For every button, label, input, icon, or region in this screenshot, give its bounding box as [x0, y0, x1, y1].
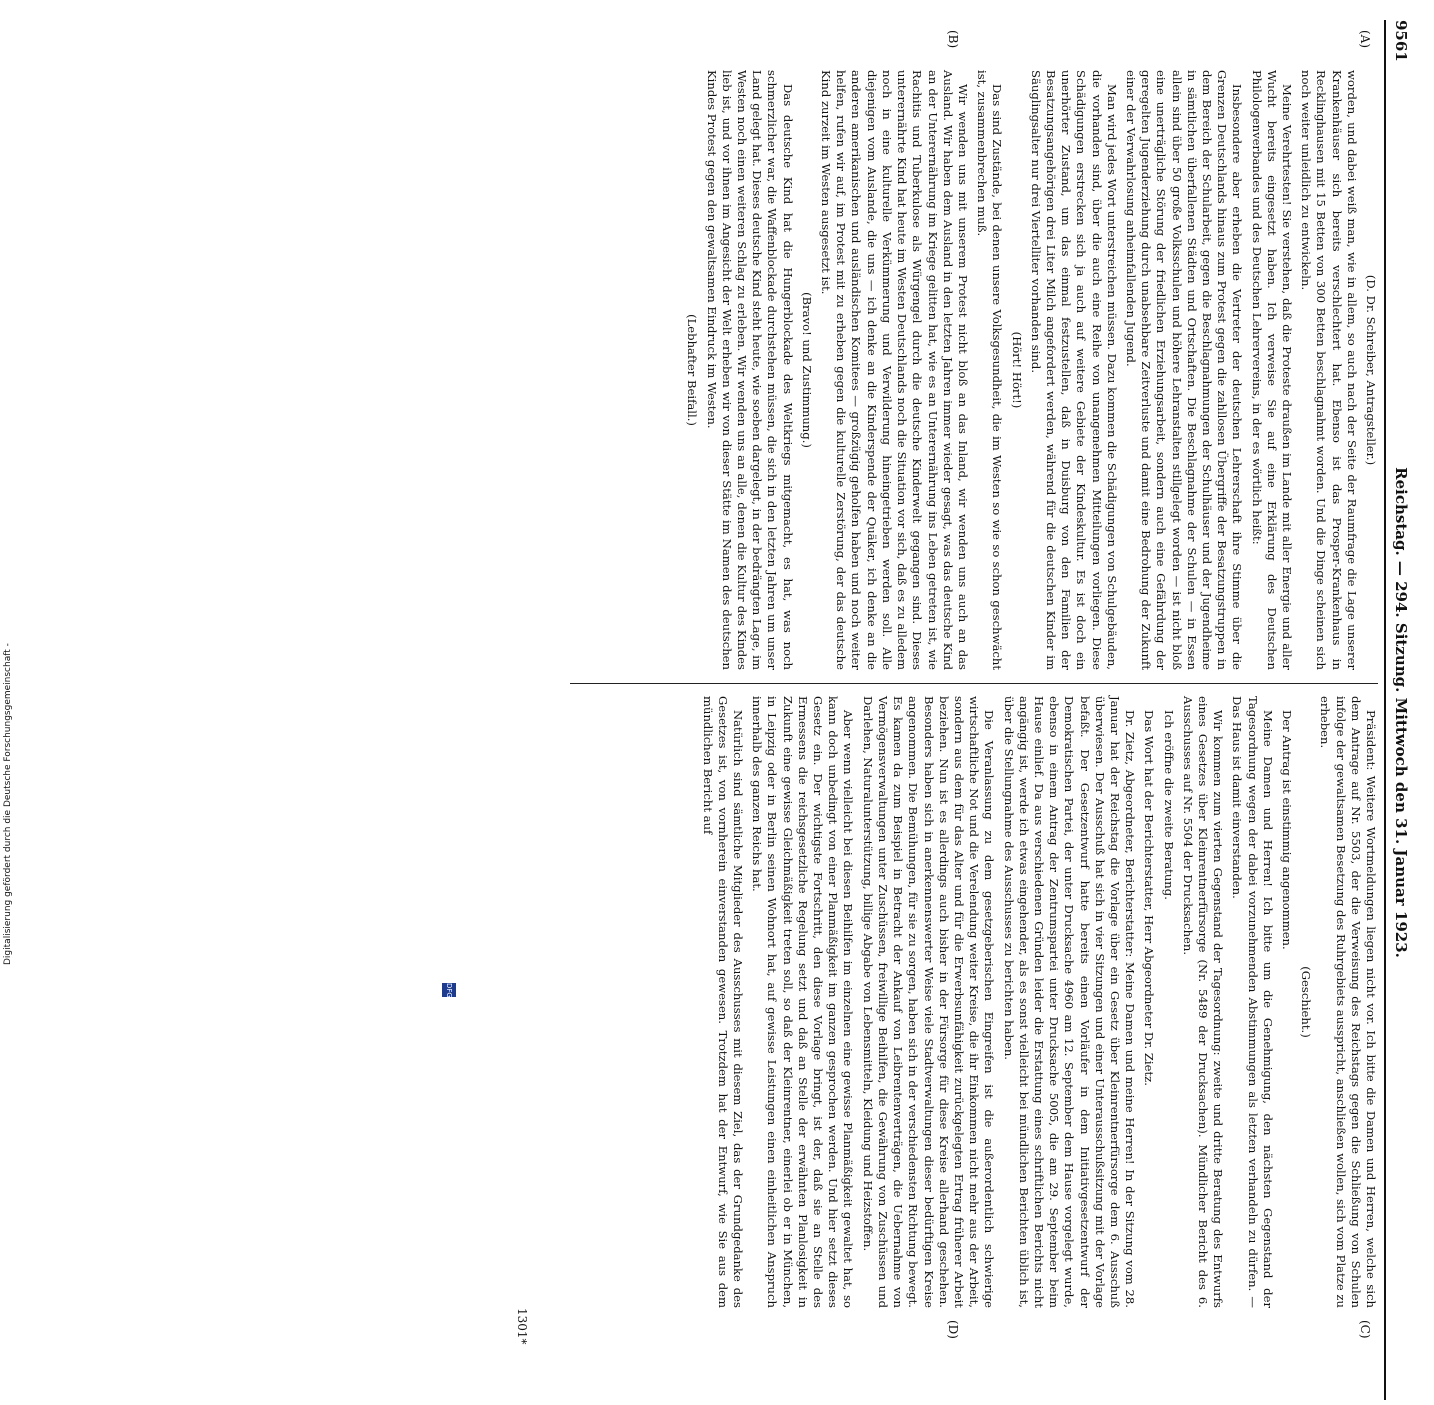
- page-number: 9561: [1392, 20, 1410, 62]
- paragraph: Das Wort hat der Berichterstatter, Herr Abgeordneter Dr. Zietz.: [1142, 710, 1157, 1086]
- page-title: Reichstag. — 294. Sitzung. Mittwoch den 31. Januar 1923.: [1392, 467, 1410, 958]
- paragraph: Das sind Zustände, bei denen unsere Volksgesundheit, die im Westen so wie so schon geschwächt ist, zusammenbrechen muß.: [975, 70, 1005, 670]
- paragraph: Das deutsche Kind hat die Hungerblockade des Weltkriegs mitgemacht, es hat, was noch schmerzlicher war, die Waffenblockade durchstehen müssen, die sich in den letzten Jahren um unser Land gelegt hat. Dieses deutsche Kind steht heute, wie soeben dargelegt, in der bedrängten Lage, im Westen noch einen weiteren Schlag zu erleben. Wir wenden uns an alle, denen die Kultur des Kindes lieb ist, und vor ihnen im Angesicht der Welt erheben wir von dieser Stätte im Namen des deutschen Kindes Protest gegen den gewaltsamen Eindruck im Westen.: [704, 70, 795, 670]
- margin-marker-d: (D): [946, 1320, 960, 1339]
- column-divider: [570, 683, 1378, 684]
- paragraph: Dr. Zietz, Abgeordneter, Berichterstatter: Meine Damen und meine Herren! In der Sitzung vom 28. Januar hat der Reichstag die Vorlage über ein Gesetz über Kleinrentnerfürsorge dem 6. Ausschuß überwiesen. Der Ausschuß hat sich in vier Sitzungen und einer Unterausschußsitzung mit der Vorlage befaßt. Der Gesetzentwurf hatte bereits einen Vorläufer in dem Initiativgesetzentwurf der Demokratischen Partei, der unter Drucksache 4960 am 12. September dem Hause vorgelegt wurde, ebenso in einem Antrag der Zentrumspartei unter Drucksache 5005, die am 29. September beim Hause einlief. Da aus verschiedenen Gründen leider die Erstattung eines schriftlichen Berichts nicht angängig ist, werde ich etwas eingehender, als es sonst vielleicht bei mündlichen Berichten üblich ist, über die Stellungnahme des Ausschusses zu berichten haben.: [1001, 696, 1138, 1308]
- interjection: (Lebhafter Beifall.): [685, 314, 700, 426]
- digitization-credit: [0, 980, 1434, 1000]
- margin-marker-a: (A): [1358, 30, 1372, 49]
- interjection: (Hört! Hört!): [1009, 331, 1024, 409]
- paragraph: Meine Damen und Herren! Ich bitte um die Genehmigung, den nächsten Gegenstand der Tagesordnung wegen der dabei vorzunehmenden Abstimmungen als letzten verhandeln zu dürfen. — Das Haus ist damit einverstanden.: [1230, 696, 1275, 1308]
- paragraph: worden, und dabei weiß man, wie in allem, so auch nach der Seite der Raumfrage die Lage unserer Krankenhäuser sich bereits verschlechtert hat. Ebenso ist das Prosper-Krankenhaus in Recklinghausen mit 15 Betten von 300 Betten beschlagnahmt worden. Und die Dinge scheinen sich noch weiter unleidlich zu entwickeln.: [1299, 70, 1359, 670]
- paragraph: Natürlich sind sämtliche Mitglieder des Ausschusses mit diesem Ziel, das der Grundgedanke des Gesetzes ist, von vornherein einverstanden gewesen. Trotzdem hat der Entwurf, wie Sie aus dem mündlichen Bericht auf: [700, 696, 746, 1308]
- interjection: (Bravo! und Zustimmung.): [799, 292, 814, 448]
- paragraph: Man wird jedes Wort unterstreichen müssen. Dazu kommen die Schädigungen von Schulgebäuden, die vorhanden sind, über die auch eine Reihe von unangenehmen Mitteilungen vorliegen. Diese Schädigungen erstrecken sich ja auch auf weitere Gebiete der Kindeskultur. Es ist doch ein unerhörter Zustand, um das einmal festzustellen, daß in Duisburg von den Familien der Besatzungsangehörigen drei Liter Milch angefordert werden, während für die deutschen Kinder im Säuglingsalter nur drei Viertelliter vorhanden sind.: [1028, 70, 1119, 670]
- paragraph: Präsident: Weitere Wortmeldungen liegen nicht vor. Ich bitte die Damen und Herren, welche sich dem Antrage auf Nr. 5503, der die Verweisung des Reichstags gegen die Schließung von Schulen infolge der gewaltsamen Besetzung des Ruhrgebiets ausspricht, anschließen wollen, sich vom Platze zu erheben.: [1318, 696, 1378, 1308]
- header-rule: [1384, 20, 1386, 1400]
- interjection: (Geschieht.): [1299, 966, 1314, 1038]
- margin-marker-c: (C): [1358, 1320, 1372, 1339]
- paragraph: Wir wenden uns mit unserem Protest nicht bloß an das Inland, wir wenden uns auch an das Ausland. Wir haben dem Ausland in den letzten Jahren immer wieder gesagt, was das deutsche Kind an der Unterernährung im Kriege gelitten hat, wie es an Unterernährung ins Leben getreten ist, wie Rachitis und Tuberkulose als Würgengel durch die deutsche Kinderwelt gegangen sind. Dieses unterernährte Kind hat heute im Westen Deutschlands noch die Situation vor sich, daß es zu alledem noch in eine kulturelle Verkümmerung und Verwilderung hineingetrieben werden soll. Alle diejenigen vom Auslande, die uns — ich denke an die Kinderspende der Quäker, ich denke an die anderen amerikanischen und ausländischen Komitees — großzügig geholfen haben und noch weiter helfen, rufen wir auf, im Protest mit zu erheben gegen die kulturelle Zerstörung, der das deutsche Kind zurzeit im Westen ausgesetzt ist.: [819, 70, 970, 670]
- paragraph: Die Veranlassung zu dem gesetzgeberischen Eingreifen ist die außerordentlich schwierige wirtschaftliche Not und die Verelendung weiter Kreise, die ihr Einkommen nicht mehr aus der Arbeit, sondern aus dem für das Alter und für die Erwerbsunfähigkeit zurückgelegten Ertrag früherer Arbeit beziehen. Nun ist es allerdings auch bisher in der Fürsorge für diese Kreise allerhand geschehen. Besonders haben sich in anerkennenswerter Weise viele Stadtverwaltungen dieser bedürftigen Kreise angenommen. Die Bemühungen, für sie zu sorgen, haben sich in der verschiedensten Richtung bewegt. Es kamen da zum Beispiel in Betracht der Ankauf von Leibrentenverträgen, die Uebernahme von Vermögensverwaltungen unter Zuschüssen, freiwillige Beihilfen, die Gewährung von Zuschüssen und Darlehen, Naturalunterstützung, billige Abgabe von Lebensmitteln, Kleidung und Heizstoffen.: [860, 696, 997, 1308]
- paragraph: Wir kommen zum vierten Gegenstand der Tagesordnung: zweite und dritte Beratung des Entwurfs eines Gesetzes über Kleinrentnerfürsorge (Nr. 5489 der Drucksachen). Mündlicher Bericht des 6. Ausschusses auf Nr. 5504 der Drucksachen.: [1180, 696, 1226, 1308]
- paragraph: Meine Verehrtesten! Sie verstehen, daß die Proteste draußen im Lande mit aller Energie und aller Wucht bereits eingesetzt haben. Ich verweise Sie auf eine Erklärung des Deutschen Philologenverbandes und des Deutschen Lehrervereins, in der es wörtlich heißt:: [1249, 70, 1294, 670]
- page-header: [1384, 20, 1414, 1405]
- dfg-logo: DFG: [442, 983, 456, 997]
- paragraph: Aber wenn vielleicht bei diesen Beihilfen im einzelnen eine gewisse Planmäßigkeit gewaltet hat, so kann doch unbedingt von einer Planmäßigkeit im ganzen gesprochen werden. Und hier setzt dieses Gesetz ein. Der wichtigste Fortschritt, den diese Vorlage bringt, ist der, daß sie an Stelle des Ermessens die reichsgesetzliche Regelung setzt und daß an Stelle der erwähnten Planlosigkeit in Zukunft eine gewisse Gleichmäßigkeit treten soll, so daß der Kleinrentner, einerlei ob er in München, in Leipzig oder in Berlin seinen Wohnort hat, auf gewisse Leistungen einen einheitlichen Anspruch innerhalb des ganzen Reichs hat.: [750, 696, 856, 1308]
- margin-marker-b: (B): [946, 30, 960, 49]
- credit-text: Digitalisierung gefördert durch die Deutsche Forschungsgemeinschaft -: [3, 643, 13, 965]
- credit-strip: [0, 0, 16, 1000]
- paragraph: Der Antrag ist einstimmig angenommen.: [1279, 710, 1294, 950]
- quoted-paragraph: Insbesondere aber erheben die Vertreter der deutschen Lehrerschaft ihre Stimme über die Grenzen Deutschlands hinaus zum Protest gegen die zahllosen Übergriffe der Besatzungstruppen in dem Bereich der Schularbeit, gegen die Beschlagnahmungen der Schulhäuser und der Jugendheime in sämtlichen überfallenen Städten und Ortschaften. Die Beschlagnahme der Schulen — in Essen allein sind über 50 große Volksschulen und höhere Lehranstalten stillgelegt worden — ist nicht bloß eine unerträgliche Störung der friedlichen Erziehungsarbeit, sondern auch eine Gefährdung der geregelten Jugenderziehung durch unabsehbare Zeitverluste und damit eine Bedrohung der Zukunft einer der Verwahrlosung anheimfallenden Jugend.: [1123, 70, 1245, 670]
- left-text-column: [578, 70, 1378, 670]
- speaker-attribution: (D. Dr. Schreiber, Antragsteller.): [1364, 274, 1378, 466]
- right-text-column: [578, 696, 1378, 1308]
- paragraph: Ich eröffne die zweite Beratung.: [1161, 710, 1176, 900]
- footer-page-number: 1301*: [515, 1308, 529, 1345]
